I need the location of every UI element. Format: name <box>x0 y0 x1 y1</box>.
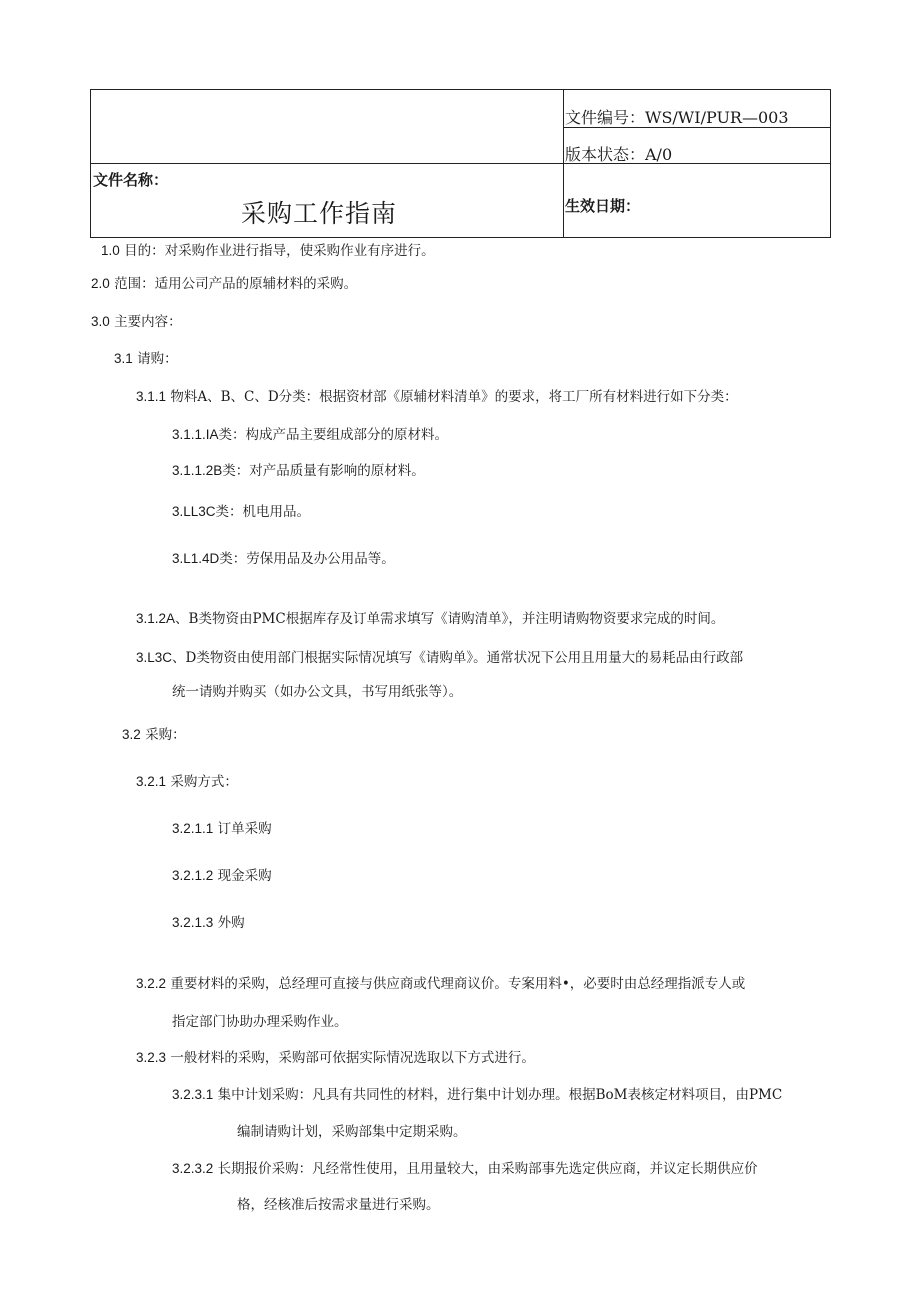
document-header-table <box>90 89 831 238</box>
section-line: 3.2.3.1 集中计划采购：凡具有共同性的材料，进行集中计划办理。根据BoM表核定材料项目，由PMC <box>172 1087 783 1103</box>
section-line: 统一请购并购买（如办公文具，书写用纸张等）。 <box>172 684 463 700</box>
section-line: 3.2.1.2 现金采购 <box>172 868 272 884</box>
section-line: 3.2.1 采购方式： <box>136 774 238 790</box>
section-line: 指定部门协助办理采购作业。 <box>172 1014 348 1030</box>
section-line: 编制请购计划，采购部集中定期采购。 <box>237 1124 467 1140</box>
section-line: 2.0 范围：适用公司产品的原辅材料的采购。 <box>91 276 358 292</box>
section-line: 3.2.3 一般材料的采购，采购部可依据实际情况选取以下方式进行。 <box>136 1050 535 1066</box>
section-line: 3.1.1.2B类：对产品质量有影响的原材料。 <box>172 463 425 479</box>
section-line: 1.0 目的：对采购作业进行指导，使采购作业有序进行。 <box>101 243 435 259</box>
section-line: 格，经核准后按需求量进行采购。 <box>237 1197 440 1213</box>
effective-date-label: 生效日期： <box>565 197 641 215</box>
section-line: 3.2.2 重要材料的采购，总经理可直接与供应商或代理商议价。专案用料•，必要时由总经理指派专人或 <box>136 976 746 992</box>
section-line: 3.1 请购： <box>114 351 178 367</box>
section-line: 3.L3C、D类物资由使用部门根据实际情况填写《请购单》。通常状况下公用且用量大的易耗品由行政部 <box>136 650 744 666</box>
section-line: 3.1.1.IA类：构成产品主要组成部分的原材料。 <box>172 427 449 443</box>
section-line: 3.2.3.2 长期报价采购：凡经常性使用，且用量较大，由采购部事先选定供应商，并议定长期供应价 <box>172 1161 758 1177</box>
document-number: 文件编号：WS/WI/PUR—003 <box>565 108 789 127</box>
section-line: 3.0 主要内容： <box>91 314 182 330</box>
section-line: 3.1.2A、B类物资由PMC根据库存及订单需求填写《请购清单》，并注明请购物资要求完成的时间。 <box>136 611 725 627</box>
section-line: 3.2 采购： <box>122 727 186 743</box>
section-line: 3.1.1 物料A、B、C、D分类：根据资材部《原辅材料清单》的要求，将工厂所有材料进行如下分类： <box>136 389 738 405</box>
version-status: 版本状态：A/0 <box>565 145 673 164</box>
section-line: 3.L1.4D类：劳保用品及办公用品等。 <box>172 551 395 567</box>
section-line: 3.2.1.1 订单采购 <box>172 821 272 837</box>
table-divider <box>91 163 830 164</box>
document-title: 采购工作指南 <box>241 199 398 228</box>
section-line: 3.2.1.3 外购 <box>172 915 245 931</box>
section-line: 3.LL3C类：机电用品。 <box>172 504 311 520</box>
document-name-label: 文件名称： <box>93 171 169 189</box>
